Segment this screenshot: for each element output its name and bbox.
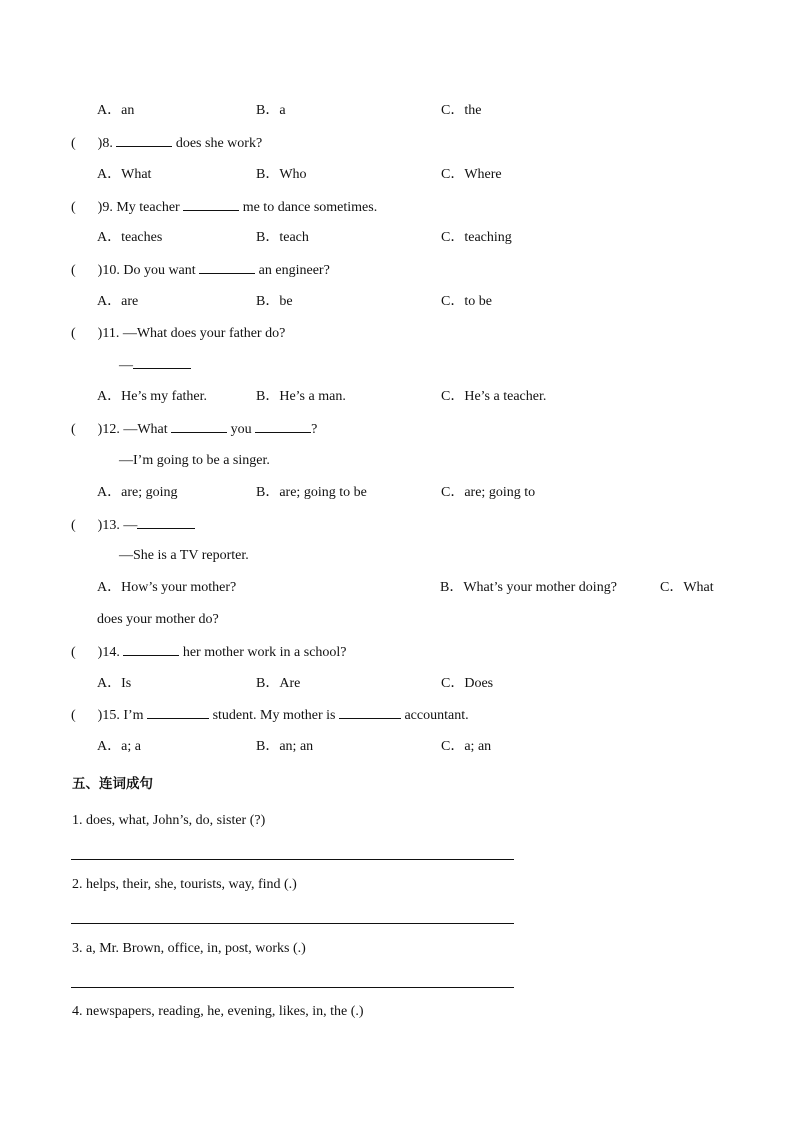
q9-blank [183, 198, 239, 211]
q9-number: )9. My teacher [97, 200, 180, 215]
q13-number: )13. — [97, 518, 138, 533]
q12-option-a[interactable]: A．are; going [97, 485, 178, 500]
q12-text: you [230, 422, 252, 437]
q10-option-b[interactable]: B．be [256, 294, 293, 309]
reorder-item-4: 4. newspapers, reading, he, evening, likes, in, the (.) [72, 1004, 364, 1019]
q10-stem [71, 261, 330, 280]
q14-option-b[interactable]: B．Are [256, 676, 301, 691]
q12-option-b[interactable]: B．are; going to be [256, 485, 367, 500]
q15-blank-2 [339, 706, 401, 719]
q7-option-b[interactable]: B．a [256, 103, 286, 118]
q11-option-b[interactable]: B．He’s a man. [256, 389, 346, 404]
q12-option-c[interactable]: C．are; going to [441, 485, 536, 500]
answer-line-1[interactable] [71, 859, 514, 860]
q9-text: me to dance sometimes. [242, 200, 378, 215]
q10-blank [199, 261, 255, 274]
q8-option-c[interactable]: C．Where [441, 167, 502, 182]
q11-answer-line [119, 356, 191, 375]
q15-option-a[interactable]: A．a; a [97, 739, 141, 754]
q11-blank [133, 356, 191, 369]
q15-text-end: accountant. [404, 708, 469, 723]
q10-option-c[interactable]: C．to be [441, 294, 492, 309]
answer-paren: ( [71, 708, 76, 723]
q8-stem [71, 134, 262, 153]
q12-reply: —I’m going to be a singer. [119, 453, 270, 468]
q15-stem [71, 706, 469, 725]
q13-reply: —She is a TV reporter. [119, 548, 249, 563]
answer-paren: ( [71, 422, 76, 437]
q11-option-a[interactable]: A．He’s my father. [97, 389, 208, 404]
q13-option-b[interactable]: B．What’s your mother doing? [440, 580, 617, 595]
q8-blank [116, 134, 172, 147]
q12-stem [71, 420, 317, 439]
q13-blank [137, 516, 195, 529]
q10-number: )10. Do you want [97, 263, 196, 278]
q7-option-c[interactable]: C．the [441, 103, 482, 118]
q10-option-a[interactable]: A．are [97, 294, 139, 309]
answer-line-2[interactable] [71, 923, 514, 924]
q13-stem [71, 516, 195, 535]
q15-number: )15. I’m [97, 708, 144, 723]
q12-question-mark: ? [311, 422, 318, 437]
q14-number: )14. [97, 645, 120, 660]
q8-option-b[interactable]: B．Who [256, 167, 307, 182]
q13-option-c-continued[interactable]: does your mother do? [97, 612, 219, 627]
q14-blank [123, 643, 179, 656]
answer-paren: ( [71, 645, 76, 660]
q12-blank-1 [171, 420, 227, 433]
q9-option-a[interactable]: A．teaches [97, 230, 163, 245]
q15-option-b[interactable]: B．an; an [256, 739, 314, 754]
q8-text: does she work? [175, 136, 263, 151]
q8-option-a[interactable]: A．What [97, 167, 152, 182]
reorder-item-1: 1. does, what, John’s, do, sister (?) [72, 813, 266, 828]
q11-option-c[interactable]: C．He’s a teacher. [441, 389, 547, 404]
answer-paren: ( [71, 136, 76, 151]
q12-blank-2 [255, 420, 311, 433]
q12-number: )12. —What [97, 422, 168, 437]
q15-text: student. My mother is [212, 708, 336, 723]
q14-text: her mother work in a school? [182, 645, 347, 660]
reorder-item-2: 2. helps, their, she, tourists, way, find (.) [72, 877, 297, 892]
q8-number: )8. [97, 136, 113, 151]
answer-paren: ( [71, 200, 76, 215]
dash: — [119, 358, 133, 373]
section-5-title: 五、连词成句 [72, 776, 153, 791]
answer-paren: ( [71, 263, 76, 278]
q13-option-c[interactable]: C．What [660, 580, 714, 595]
answer-paren: ( [71, 518, 76, 533]
reorder-item-3: 3. a, Mr. Brown, office, in, post, works (.) [72, 941, 306, 956]
answer-line-3[interactable] [71, 987, 514, 988]
q9-option-c[interactable]: C．teaching [441, 230, 512, 245]
q11-stem [71, 325, 285, 343]
q9-option-b[interactable]: B．teach [256, 230, 309, 245]
q13-option-a[interactable]: A．How’s your mother? [97, 580, 237, 595]
q10-text: an engineer? [258, 263, 330, 278]
q15-option-c[interactable]: C．a; an [441, 739, 492, 754]
q14-option-c[interactable]: C．Does [441, 676, 494, 691]
q14-option-a[interactable]: A．Is [97, 676, 132, 691]
q9-stem [71, 198, 377, 217]
answer-paren: ( [71, 326, 76, 341]
q14-stem [71, 643, 347, 662]
q11-text: )11. —What does your father do? [97, 326, 286, 341]
q15-blank-1 [147, 706, 209, 719]
q7-option-a[interactable]: A．an [97, 103, 135, 118]
